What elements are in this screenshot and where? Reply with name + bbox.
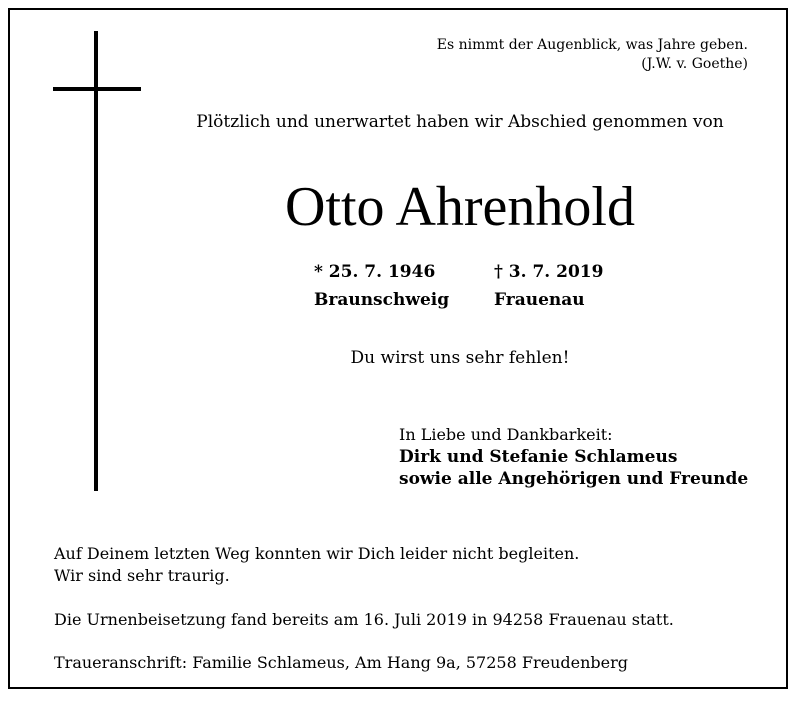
signature-names: Dirk und Stefanie Schlameus <box>399 447 678 467</box>
deceased-name: Otto Ahrenhold <box>285 176 635 238</box>
cross-icon-horizontal <box>53 87 141 91</box>
burial-notice: Die Urnenbeisetzung fand bereits am 16. Juli 2019 in 94258 Frauenau statt. <box>54 610 674 629</box>
birth-place: Braunschweig <box>314 290 450 310</box>
intro-text: Plötzlich und unerwartet haben wir Abschied genommen von <box>196 112 724 132</box>
death-place: Frauenau <box>494 290 585 310</box>
message-text: Du wirst uns sehr fehlen! <box>350 348 570 368</box>
signature-intro: In Liebe und Dankbarkeit: <box>399 425 613 444</box>
birth-block <box>314 258 449 314</box>
farewell-line: Wir sind sehr traurig. <box>54 566 230 585</box>
cross-icon-vertical <box>94 31 98 491</box>
death-block <box>494 258 603 314</box>
signature-relatives: sowie alle Angehörigen und Freunde <box>399 469 749 489</box>
mourning-address: Traueranschrift: Familie Schlameus, Am Hang 9a, 57258 Freudenberg <box>54 653 628 672</box>
death-date: † 3. 7. 2019 <box>494 262 604 282</box>
signature-block <box>399 424 748 490</box>
quote-author: (J.W. v. Goethe) <box>641 56 748 72</box>
farewell-line: Auf Deinem letzten Weg konnten wir Dich leider nicht begleiten. <box>54 544 580 563</box>
quote-text: Es nimmt der Augenblick, was Jahre geben. <box>436 37 748 53</box>
birth-date: * 25. 7. 1946 <box>314 262 436 282</box>
farewell-text <box>54 543 579 587</box>
goethe-quote <box>437 36 748 74</box>
